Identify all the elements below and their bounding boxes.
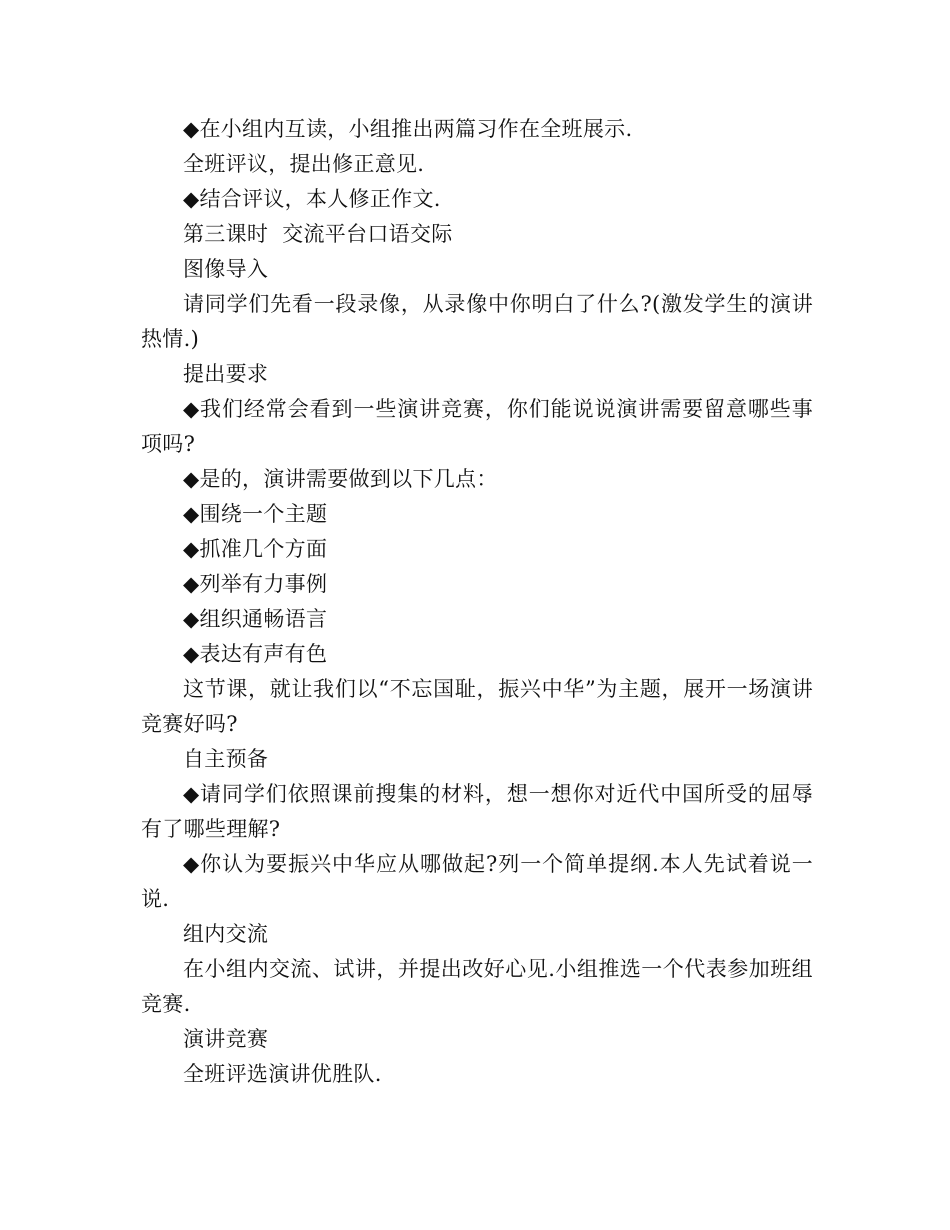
lesson-heading: 第三课时 交流平台口语交际 [183,222,453,246]
section-heading-requirements: 提出要求 [183,362,269,386]
section-heading-preparation: 自主预备 [183,747,269,771]
paragraph-1: 全班评议，提出修正意见. [183,152,425,176]
paragraph-21: 全班评选演讲优胜队. [183,1062,382,1086]
list-item: ◆表达有声有色 [183,642,328,666]
list-item: ◆围绕一个主题 [183,502,328,526]
paragraph-14: 这节课，就让我们以“不忘国耻，振兴中华”为主题，展开一场演讲竞赛好吗? [141,677,813,736]
paragraph-17: ◆你认为要振兴中华应从哪做起?列一个简单提纲.本人先试着说一说. [141,852,813,911]
paragraph-5: 请同学们先看一段录像，从录像中你明白了什么?(激发学生的演讲热情.) [141,292,813,351]
paragraph-16: ◆请同学们依照课前搜集的材料，想一想你对近代中国所受的屈辱有了哪些理解? [141,782,813,841]
section-heading-contest: 演讲竞赛 [183,1027,269,1051]
section-heading-group-exchange: 组内交流 [183,922,269,946]
paragraph-19: 在小组内交流、试讲，并提出改好心见.小组推选一个代表参加班组竞赛. [141,957,813,1016]
list-item: ◆组织通畅语言 [183,607,328,631]
document-body [141,112,813,1092]
list-item: ◆列举有力事例 [183,572,328,596]
paragraph-7: ◆我们经常会看到一些演讲竞赛，你们能说说演讲需要留意哪些事项吗? [141,397,813,456]
paragraph-2: ◆结合评议，本人修正作文. [183,187,441,211]
paragraph-8: ◆是的，演讲需要做到以下几点： [183,467,498,491]
section-heading-intro: 图像导入 [183,257,269,281]
paragraph-0: ◆在小组内互读，小组推出两篇习作在全班展示. [183,117,633,141]
list-item: ◆抓准几个方面 [183,537,328,561]
